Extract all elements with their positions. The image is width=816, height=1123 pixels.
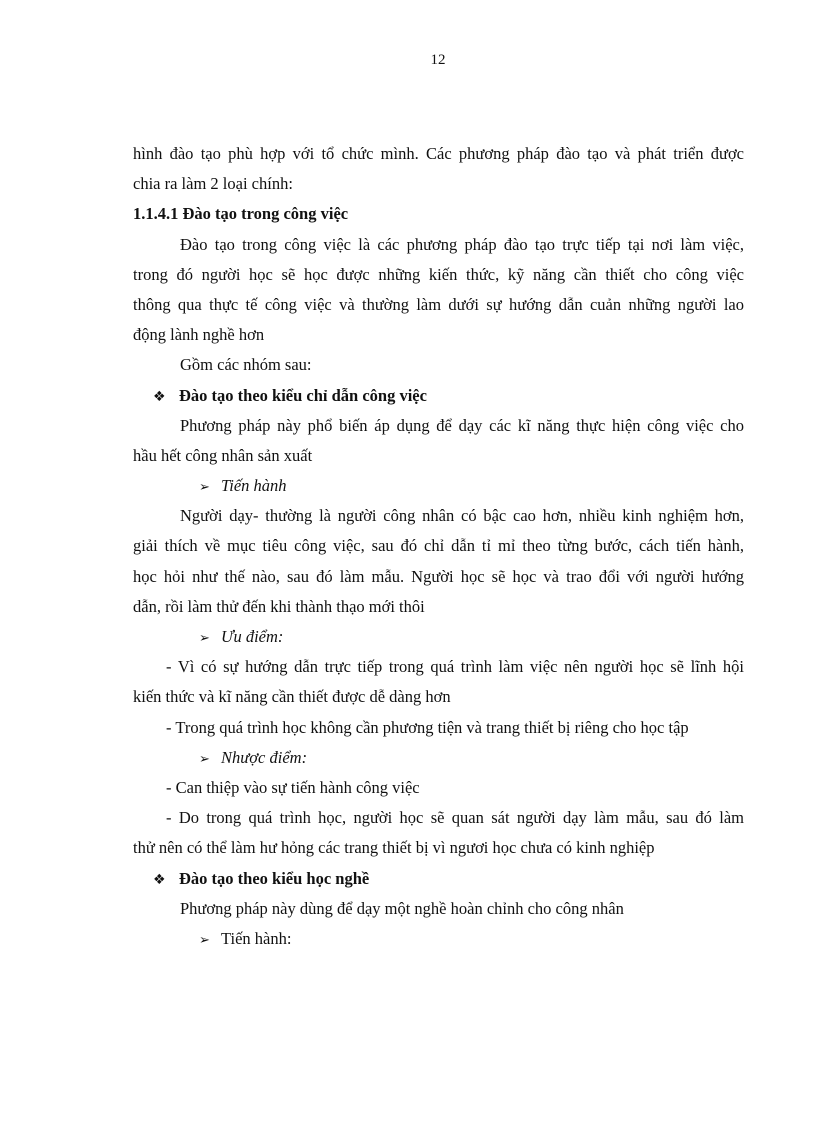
paragraph-line: động lành nghề hơn [133, 325, 265, 345]
bullet-heading-text: Đào tạo theo kiểu học nghề [179, 868, 370, 888]
sub-bullet-text: Tiến hành [221, 476, 287, 496]
section-heading: 1.1.4.1 Đào tạo trong công việc [133, 204, 349, 224]
sub-bullet-text: Ưu điểm: [221, 627, 284, 646]
sub-bullet-text: Tiến hành: [221, 928, 292, 948]
paragraph-line: thông qua thực tế công việc và thường làm dưới sự hướng dẫn cuản những người lao [133, 294, 744, 314]
paragraph-line: - Can thiệp vào sự tiến hành công việc [166, 777, 420, 797]
bullet-heading-text: Đào tạo theo kiểu chỉ dẫn công việc [179, 385, 427, 405]
sub-bullet [133, 747, 744, 777]
sub-bullet [133, 626, 744, 656]
paragraph-line: Gồm các nhóm sau: [180, 355, 312, 375]
arrow-bullet-icon: ➢ [199, 932, 210, 948]
diamond-bullet-icon: ❖ [153, 871, 166, 888]
paragraph-line: dẫn, rồi làm thử đến khi thành thạo mới thôi [133, 596, 425, 616]
sub-bullet [133, 928, 744, 958]
paragraph-line: - Do trong quá trình học, người học sẽ quan sát người dạy làm mẫu, sau đó làm [166, 808, 744, 828]
paragraph-line: chia ra làm 2 loại chính: [133, 174, 293, 194]
sub-bullet-text: Nhược điểm: [221, 747, 308, 767]
bullet-heading [133, 385, 744, 415]
paragraph-line: thử nên có thể làm hư hỏng các trang thiết bị vì ngươi học chưa có kinh nghiệp [133, 838, 655, 858]
arrow-bullet-icon: ➢ [199, 631, 210, 646]
paragraph-line: hầu hết công nhân sản xuất [133, 445, 313, 465]
paragraph-line: Người dạy- thường là người công nhân có bậc cao hơn, nhiều kinh nghiệm hơn, [180, 506, 744, 526]
paragraph-line: Đào tạo trong công việc là các phương pháp đào tạo trực tiếp tại nơi làm việc, [180, 234, 744, 254]
arrow-bullet-icon: ➢ [199, 480, 210, 496]
paragraph-line: hình đào tạo phù hợp với tổ chức mình. Các phương pháp đào tạo và phát triển được [133, 144, 744, 163]
bullet-heading [133, 868, 744, 898]
page-number: 12 [430, 52, 446, 68]
paragraph-line: Phương pháp này dùng để dạy một nghề hoàn chỉnh cho công nhân [180, 898, 624, 918]
sub-bullet [133, 475, 744, 505]
paragraph-line: kiến thức và kĩ năng cần thiết được dễ dàng hơn [133, 687, 451, 707]
diamond-bullet-icon: ❖ [153, 388, 166, 405]
paragraph-line: Phương pháp này phổ biến áp dụng để dạy các kĩ năng thực hiện công việc cho [180, 415, 744, 435]
paragraph-line: - Vì có sự hướng dẫn trực tiếp trong quá trình làm việc nên người học sẽ lĩnh hội [166, 657, 744, 677]
paragraph-line: học hỏi như thế nào, sau đó làm mẫu. Người học sẽ học và trao đổi với người hướng [133, 566, 744, 586]
paragraph-line: giải thích về mục tiêu công việc, sau đó chỉ dẫn tỉ mỉ theo từng bước, cách tiến hành, [133, 536, 744, 556]
paragraph-line: - Trong quá trình học không cần phương tiện và trang thiết bị riêng cho học tập [166, 717, 689, 737]
paragraph-line: trong đó người học sẽ học được những kiến thức, kỹ năng cần thiết cho công việc [133, 264, 744, 284]
arrow-bullet-icon: ➢ [199, 751, 210, 767]
document-body [133, 143, 744, 958]
